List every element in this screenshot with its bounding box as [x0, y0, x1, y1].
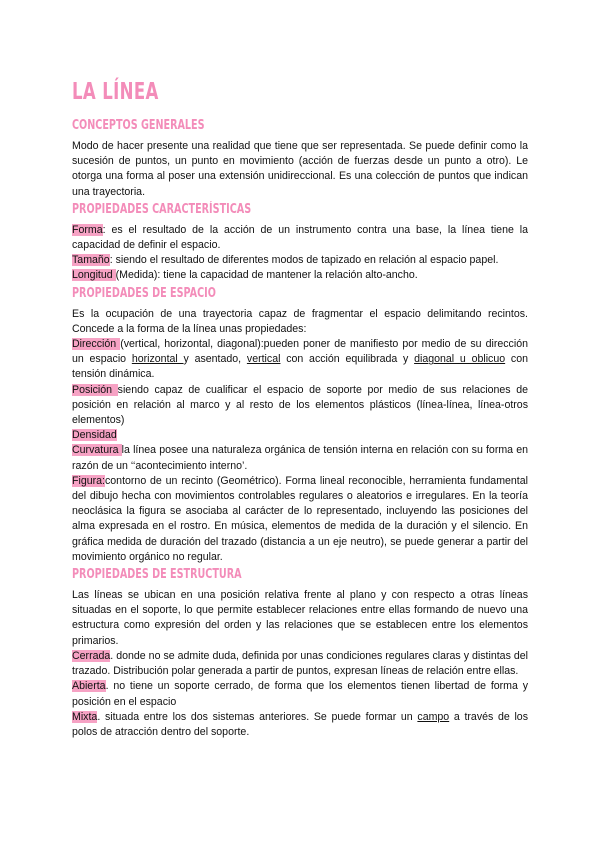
- section-heading-conceptos: CONCEPTOS GENERALES: [72, 118, 205, 133]
- mixta-paragraph: [72, 710, 528, 740]
- conceptos-paragraph: Modo de hacer presente una realidad que tiene que ser representada. Se puede definir como la sucesión de puntos, un punto en movimiento (acción de fuerzas desde un punto a otro). Le otorga una forma al poser una extensión unidireccional. Es una colección de puntos que indican una trayectoria.: [72, 140, 528, 198]
- cerrada-text: . donde no se admite duda, definida por unas condiciones regulares claras y distintas del trazado. Distribución polar generada a partir de puntos, expresan líneas de relación entre ellas.: [72, 649, 528, 678]
- tamano-text: : siendo el resultado de diferentes modos de tapizado en relación al espacio papel.: [109, 254, 499, 267]
- forma-paragraph: [72, 223, 528, 253]
- tamano-term: Tamaño: [72, 254, 110, 267]
- direccion-paragraph: [72, 337, 528, 383]
- espacio-intro: Es la ocupación de una trayectoria capaz de fragmentar el espacio delimitando recintos. Concede a la forma de la línea unas propiedades:: [72, 307, 528, 335]
- forma-term: Forma: [72, 223, 103, 236]
- figura-text: contorno de un recinto (Geométrico). Forma lineal reconocible, herramienta fundamental del dibujo hecha con movimientos controlables regulares o aleatorios e irregulares. En la teoría neoclásica la figura se asociaba al carácter de lo representado, incluyendo las posiciones del alma expresada en el rostro. En música, elementos de medida de la duración y el silencio. En gráfica medida de duración del trazado (distancia a un eje neutro), se puede generar a partir del movimiento orgánico no regular.: [72, 474, 528, 563]
- abierta-paragraph: [72, 679, 528, 709]
- direccion-underline-horizontal: horizontal: [131, 353, 184, 366]
- mixta-term: Mixta: [72, 710, 98, 723]
- direccion-underline-diagonal: diagonal u oblicuo: [414, 353, 506, 366]
- posicion-term: Posición: [72, 383, 118, 396]
- mixta-text-2: a través de los polos de atracción dentro del soporte.: [72, 710, 528, 738]
- abierta-term: Abierta: [72, 680, 106, 693]
- direccion-text-4: con tensión dinámica.: [72, 353, 528, 381]
- longitud-text: (Medida): tiene la capacidad de mantener la relación alto-ancho.: [115, 269, 418, 282]
- direccion-term: Dirección: [72, 338, 121, 351]
- curvatura-paragraph: [72, 443, 528, 473]
- cerrada-paragraph: [72, 649, 528, 679]
- posicion-paragraph: [72, 383, 528, 429]
- mixta-text-1: . situada entre los dos sistemas anteriores. Se puede formar un: [97, 710, 418, 723]
- figura-paragraph: [72, 474, 528, 565]
- mixta-underline-campo: campo: [417, 710, 450, 723]
- estructura-intro: Las líneas se ubican en una posición relativa frente al plano y con respecto a otras líneas situadas en el soporte, lo que permite establecer relaciones entre ellas formando de nuevo una estructura como expresión del orden y las relaciones que se establecen entre los elementos primarios.: [72, 589, 528, 647]
- direccion-text-1: (vertical, horizontal, diagonal):pueden poner de manifiesto por medio de su dirección un espacio: [72, 338, 528, 366]
- densidad-term: Densidad: [72, 429, 117, 442]
- page-title: LA LÍNEA: [72, 79, 159, 105]
- section-heading-espacio: PROPIEDADES DE ESPACIO: [72, 285, 216, 301]
- curvatura-text: la línea posee una naturaleza orgánica de tensión interna en relación con su forma en razón de un ‘‘acontecimiento interno’.: [72, 444, 528, 472]
- longitud-term: Longitud: [72, 269, 116, 282]
- longitud-paragraph: [72, 268, 528, 283]
- section-heading-estructura: PROPIEDADES DE ESTRUCTURA: [72, 567, 242, 583]
- direccion-underline-vertical: vertical: [246, 353, 281, 366]
- section-heading-caracteristicas: PROPIEDADES CARACTERÍSTICAS: [72, 201, 252, 217]
- curvatura-term: Curvatura: [72, 444, 122, 457]
- document-page: [72, 78, 528, 740]
- direccion-text-2: y asentado,: [183, 353, 247, 366]
- abierta-text: . no tiene un soporte cerrado, de forma que los elementos tienen libertad de forma y posición en el espacio: [72, 680, 528, 708]
- figura-term: Figura:: [72, 474, 105, 487]
- cerrada-term: Cerrada: [72, 649, 111, 662]
- direccion-text-3: con acción equilibrada y: [280, 353, 415, 366]
- posicion-text: siendo capaz de cualificar el espacio de soporte por medio de sus relaciones de posición en relación al marco y al resto de los elementos plásticos (línea-línea, línea-otros elementos): [72, 383, 528, 427]
- forma-text: : es el resultado de la acción de un instrumento contra una base, la línea tiene la capacidad de definir el espacio.: [72, 223, 528, 252]
- tamano-paragraph: [72, 253, 528, 268]
- densidad-paragraph: [72, 428, 528, 443]
